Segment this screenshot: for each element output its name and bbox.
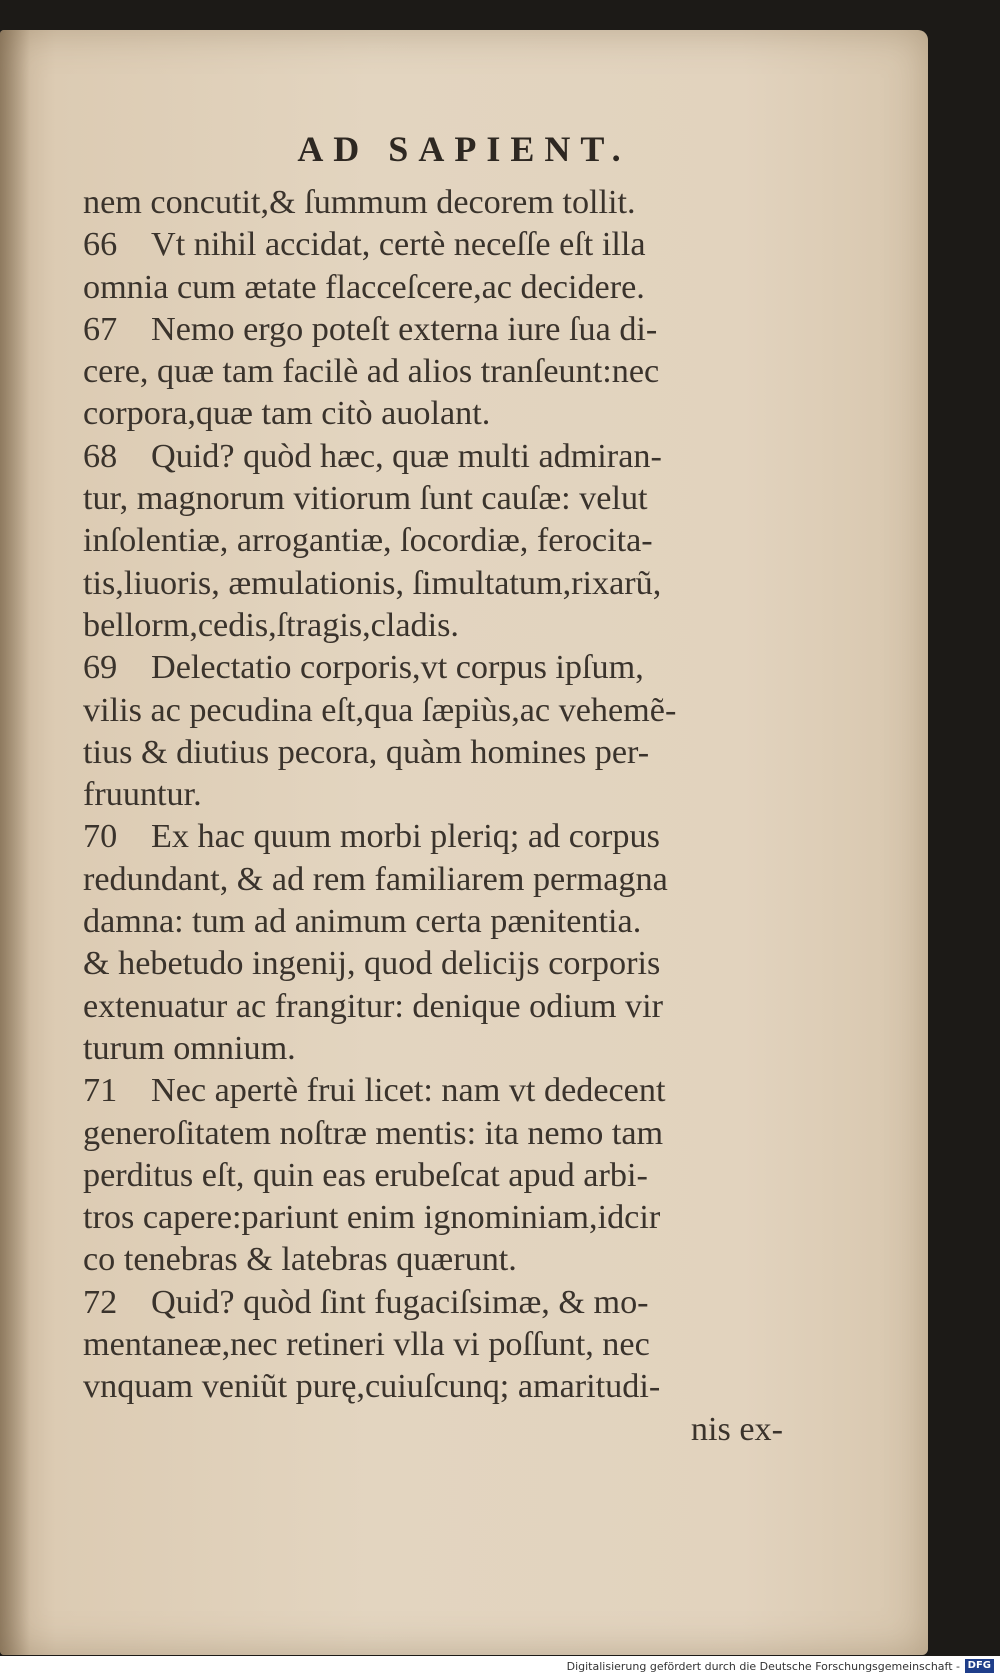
book-page bbox=[0, 30, 928, 1655]
line-text: Quid? quòd ſint fugaciſsimæ, & mo- bbox=[151, 1283, 649, 1321]
line-text: Quid? quòd hæc, quæ multi admiran- bbox=[151, 437, 662, 475]
text-line bbox=[83, 436, 783, 478]
text-line bbox=[83, 732, 783, 774]
text-line bbox=[83, 1155, 783, 1197]
paragraph-number: 71 bbox=[83, 1072, 118, 1110]
paragraph-number: 70 bbox=[83, 818, 118, 856]
running-head: AD SAPIENT. bbox=[297, 129, 631, 169]
text-line bbox=[83, 774, 783, 816]
line-text: vilis ac pecudina eſt,qua ſæpiùs,ac vehemẽ- bbox=[83, 691, 677, 729]
line-text: perditus eſt, quin eas erubeſcat apud arbi- bbox=[83, 1156, 648, 1194]
text-line bbox=[83, 647, 783, 689]
text-line bbox=[83, 1324, 783, 1366]
line-text: extenuatur ac frangitur: denique odium vir bbox=[83, 987, 664, 1025]
text-line bbox=[83, 393, 783, 435]
line-text: Nemo ergo poteſt externa iure ſua di- bbox=[151, 310, 658, 348]
text-line bbox=[83, 267, 783, 309]
line-text: tis,liuoris, æmulationis, ſimultatum,rixarũ, bbox=[83, 564, 662, 602]
line-text: & hebetudo ingenij, quod delicijs corporis bbox=[83, 945, 661, 983]
text-line bbox=[83, 901, 783, 943]
line-text: fruuntur. bbox=[83, 776, 202, 814]
text-line bbox=[83, 1028, 783, 1070]
line-text: Delectatio corporis,vt corpus ipſum, bbox=[151, 649, 644, 687]
dfg-logo: DFG bbox=[965, 1659, 994, 1673]
line-text: bellorm,cedis,ſtragis,cladis. bbox=[83, 606, 459, 644]
text-line bbox=[83, 182, 783, 224]
page-text bbox=[83, 182, 783, 1451]
text-line bbox=[83, 1239, 783, 1281]
text-line bbox=[83, 563, 783, 605]
line-text: damna: tum ad animum certa pænitentia. bbox=[83, 903, 642, 941]
line-text: mentaneæ,nec retineri vlla vi poſſunt, nec bbox=[83, 1326, 650, 1364]
text-line bbox=[83, 986, 783, 1028]
line-text: vnquam veniũt purę,cuiuſcunq; amaritudi- bbox=[83, 1368, 661, 1406]
line-text: co tenebras & latebras quærunt. bbox=[83, 1241, 517, 1279]
line-text: omnia cum ætate flacceſcere,ac decidere. bbox=[83, 268, 645, 306]
text-line bbox=[83, 351, 783, 393]
text-line bbox=[83, 1282, 783, 1324]
line-text: tur, magnorum vitiorum ſunt cauſæ: velut bbox=[83, 480, 648, 518]
text-line bbox=[83, 859, 783, 901]
text-line bbox=[83, 690, 783, 732]
footer-bar bbox=[0, 1656, 1000, 1676]
text-line bbox=[83, 943, 783, 985]
text-line bbox=[83, 1070, 783, 1112]
paragraph-number: 72 bbox=[83, 1283, 118, 1321]
line-text: redundant, & ad rem familiarem permagna bbox=[83, 860, 668, 898]
line-text: Nec apertè frui licet: nam vt dedecent bbox=[151, 1072, 666, 1110]
text-line bbox=[83, 224, 783, 266]
line-text: Ex hac quum morbi pleriq; ad corpus bbox=[151, 818, 660, 856]
text-line bbox=[83, 478, 783, 520]
text-line bbox=[83, 816, 783, 858]
text-line bbox=[83, 605, 783, 647]
line-text: turum omnium. bbox=[83, 1029, 296, 1067]
text-line bbox=[83, 1197, 783, 1239]
line-text: tius & diutius pecora, quàm homines per- bbox=[83, 733, 650, 771]
line-text: corpora,quæ tam citò auolant. bbox=[83, 395, 491, 433]
text-line bbox=[83, 520, 783, 562]
line-text: inſolentiæ, arrogantiæ, ſocordiæ, ferocita- bbox=[83, 522, 653, 560]
catchword: nis ex- bbox=[690, 1410, 783, 1448]
line-text: Vt nihil accidat, certè neceſſe eſt illa bbox=[151, 226, 646, 264]
text-line bbox=[83, 1113, 783, 1155]
text-line bbox=[83, 1366, 783, 1408]
line-text: tros capere:pariunt enim ignominiam,idcir bbox=[83, 1199, 661, 1237]
text-line bbox=[83, 309, 783, 351]
paragraph-number: 66 bbox=[83, 226, 118, 264]
line-text: cere, quæ tam facilè ad alios tranſeunt:nec bbox=[83, 353, 660, 391]
paragraph-number: 69 bbox=[83, 649, 118, 687]
paragraph-number: 68 bbox=[83, 437, 118, 475]
digitization-credit: Digitalisierung gefördert durch die Deutsche Forschungsgemeinschaft - bbox=[566, 1660, 960, 1673]
paragraph-number: 67 bbox=[83, 310, 118, 348]
line-text: nem concutit,& ſummum decorem tollit. bbox=[83, 184, 636, 221]
line-text: generoſitatem noſtræ mentis: ita nemo tam bbox=[83, 1114, 664, 1152]
